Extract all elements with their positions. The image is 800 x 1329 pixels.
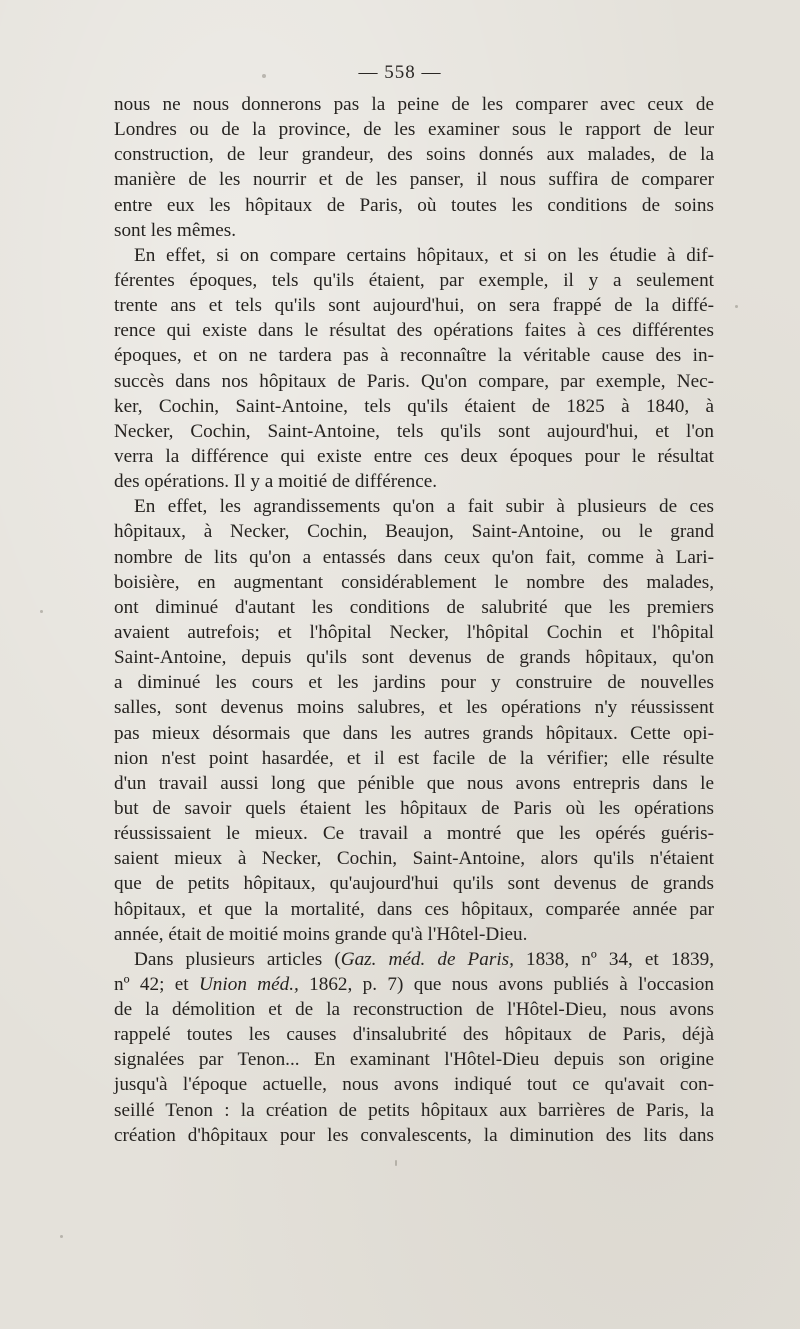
text-line: rappelé toutes les causes d'insalubrité des hôpitaux de Paris, déjà — [114, 1024, 714, 1046]
text-segment: 1838, nº 34, et 1839, — [513, 948, 715, 970]
paper-speck — [735, 305, 738, 308]
text-line: nion n'est point hasardée, et il est facile de la vérifier; elle résulte — [114, 747, 714, 769]
text-line: a diminué les cours et les jardins pour y construire de nouvelles — [114, 672, 714, 694]
paper-speck — [60, 1235, 63, 1238]
text-line: nombre de lits qu'on a entassés dans ceux qu'on fait, comme à Lari- — [114, 546, 714, 568]
text-line: Necker, Cochin, Saint-Antoine, tels qu'ils sont aujourd'hui, et l'on — [114, 420, 714, 442]
text-line: trente ans et tels qu'ils sont aujourd'hui, on sera frappé de la diffé- — [114, 295, 714, 317]
text-line: signalées par Tenon... En examinant l'Hôtel-Dieu depuis son origine — [114, 1049, 714, 1071]
text-line: pas mieux désormais que dans les autres grands hôpitaux. Cette opi- — [114, 722, 714, 744]
text-line — [114, 972, 714, 997]
text-line: férentes époques, tels qu'ils étaient, par exemple, il y a seulement — [114, 269, 714, 291]
text-line: ont diminué d'autant les conditions de salubrité que les premiers — [114, 596, 714, 618]
text-line: saient mieux à Necker, Cochin, Saint-Antoine, alors qu'ils n'étaient — [114, 848, 714, 870]
text-line: verra la différence qui existe entre ces deux époques pour le résultat — [114, 445, 714, 467]
text-line — [114, 947, 714, 972]
text-line: jusqu'à l'époque actuelle, nous avons indiqué tout ce qu'avait con- — [114, 1074, 714, 1096]
text-line: rence qui existe dans le résultat des opérations faites à ces différentes — [114, 320, 714, 342]
text-line: salles, sont devenus moins salubres, et les opérations n'y réussissent — [114, 697, 714, 719]
text-line: époques, et on ne tardera pas à reconnaître la véritable cause des in- — [114, 345, 714, 367]
text-segment: Dans plusieurs articles ( — [134, 948, 341, 970]
text-line: entre eux les hôpitaux de Paris, où toutes les conditions de soins — [114, 194, 714, 216]
text-line: sont les mêmes. — [114, 219, 237, 241]
text-line: de la démolition et de la reconstruction de l'Hôtel-Dieu, nous avons — [114, 999, 714, 1021]
text-line: En effet, si on compare certains hôpitaux, et si on les étudie à dif- — [134, 244, 714, 266]
text-line: Saint-Antoine, depuis qu'ils sont devenus de grands hôpitaux, qu'on — [114, 647, 714, 669]
text-line: avaient autrefois; et l'hôpital Necker, l'hôpital Cochin et l'hôpital — [114, 621, 714, 643]
paper-speck — [395, 1160, 397, 1166]
text-line: des opérations. Il y a moitié de différence. — [114, 471, 438, 493]
text-segment: nº 42; et — [114, 973, 199, 995]
italic-citation: Gaz. méd. de Paris, — [340, 948, 514, 970]
text-line: hôpitaux, à Necker, Cochin, Beaujon, Saint-Antoine, ou le grand — [114, 521, 714, 543]
text-line: construction, de leur grandeur, des soins donnés aux malades, de la — [114, 144, 714, 166]
text-line: que de petits hôpitaux, qu'aujourd'hui qu'ils sont devenus de grands — [114, 873, 714, 895]
text-line: succès dans nos hôpitaux de Paris. Qu'on compare, par exemple, Nec- — [114, 370, 714, 392]
text-line: réussissaient le mieux. Ce travail a montré que les opérés guéris- — [114, 823, 714, 845]
text-line: Londres ou de la province, de les examiner sous le rapport de leur — [114, 119, 714, 141]
text-line: ker, Cochin, Saint-Antoine, tels qu'ils étaient de 1825 à 1840, à — [114, 395, 714, 417]
italic-citation: Union méd., — [198, 973, 299, 995]
text-line: nous ne nous donnerons pas la peine de les comparer avec ceux de — [114, 94, 714, 115]
text-line: création d'hôpitaux pour les convalescents, la diminution des lits dans — [114, 1124, 714, 1146]
text-line: seillé Tenon : la création de petits hôpitaux aux barrières de Paris, la — [114, 1099, 714, 1121]
text-line: boisière, en augmentant considérablement le nombre des malades, — [114, 571, 714, 593]
text-line: En effet, les agrandissements qu'on a fait subir à plusieurs de ces — [134, 496, 714, 518]
text-segment: 1862, p. 7) que nous avons publiés à l'occasion — [298, 973, 714, 995]
page-number: — 558 — — [358, 62, 442, 83]
text-line: manière de les nourrir et de les panser, il nous suffira de comparer — [114, 169, 714, 191]
text-line: hôpitaux, et que la mortalité, dans ces hôpitaux, comparée année par — [114, 898, 714, 920]
paper-speck — [40, 610, 43, 613]
body-text — [114, 92, 714, 1148]
text-line: d'un travail aussi long que pénible que nous avons entrepris dans le — [114, 772, 714, 794]
text-line: but de savoir quels étaient les hôpitaux de Paris où les opérations — [114, 797, 714, 819]
text-line: année, était de moitié moins grande qu'à l'Hôtel-Dieu. — [114, 923, 528, 945]
